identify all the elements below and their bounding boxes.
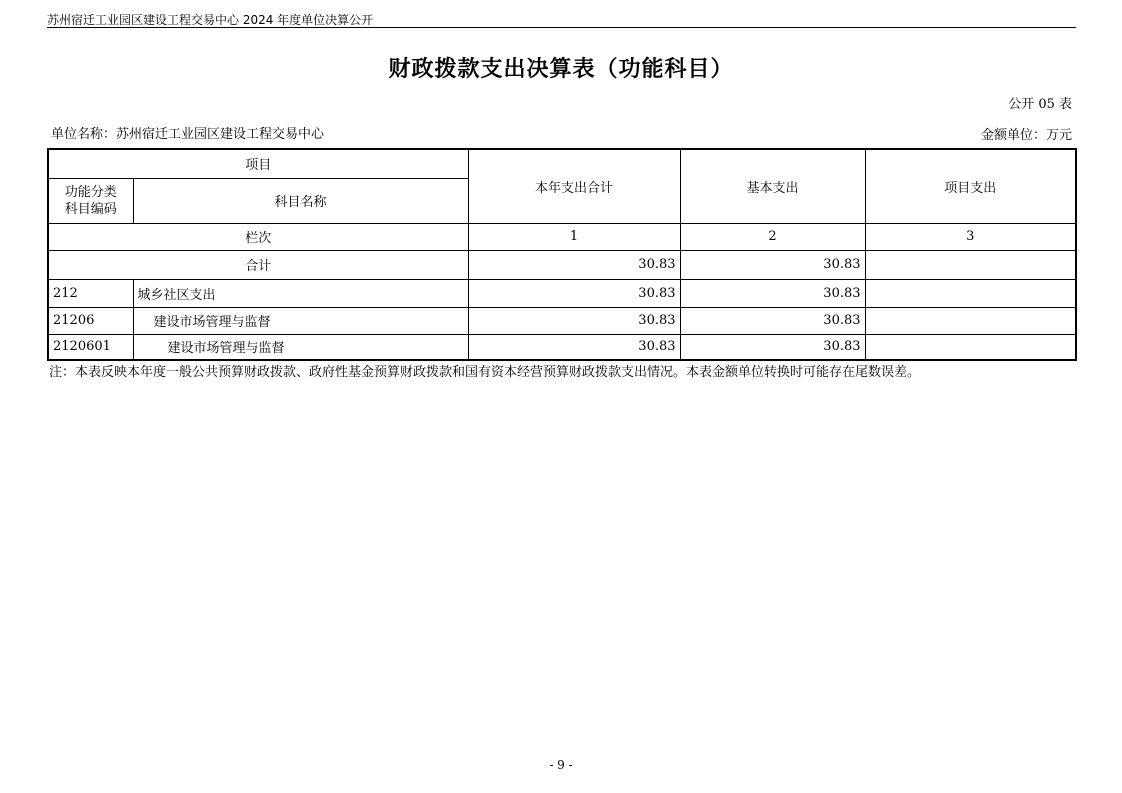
row-code-cell: 21206 — [48, 307, 133, 334]
table-header-row — [48, 149, 1076, 178]
row-basic-cell: 30.83 — [680, 279, 865, 307]
row-project-cell — [865, 279, 1076, 307]
header-code-line2: 科目编码 — [64, 201, 117, 217]
row-code-cell: 2120601 — [48, 334, 133, 360]
unit-name: 单位名称：苏州宿迁工业园区建设工程交易中心 — [51, 127, 325, 142]
amount-unit: 金额单位：万元 — [980, 128, 1072, 143]
header-basic-cell: 基本支出 — [680, 149, 865, 223]
page-title: 财政拨款支出决算表（功能科目） — [388, 57, 734, 82]
col-1-cell: 1 — [468, 223, 680, 250]
row-total-cell: 30.83 — [468, 307, 680, 334]
header-code-cell — [48, 178, 133, 223]
col-label-cell: 栏次 — [48, 223, 468, 250]
header-total-cell: 本年支出合计 — [468, 149, 680, 223]
row-name-cell: 城乡社区支出 — [133, 279, 468, 307]
total-total-cell: 30.83 — [468, 250, 680, 279]
row-project-cell — [865, 334, 1076, 360]
row-total-cell: 30.83 — [468, 279, 680, 307]
col-3-cell: 3 — [865, 223, 1076, 250]
row-name-cell: 建设市场管理与监督 — [133, 307, 468, 334]
header-project-cell: 项目支出 — [865, 149, 1076, 223]
row-name-cell: 建设市场管理与监督 — [133, 334, 468, 360]
expenditure-table — [47, 148, 1077, 361]
header-item-cell: 项目 — [48, 149, 468, 178]
total-label-cell: 合计 — [48, 250, 468, 279]
col-2-cell: 2 — [680, 223, 865, 250]
total-project-cell — [865, 250, 1076, 279]
header-code-line1: 功能分类 — [64, 184, 117, 200]
header-divider — [47, 27, 1076, 28]
total-row — [48, 250, 1076, 279]
table-number: 公开 05 表 — [1008, 97, 1072, 112]
row-project-cell — [865, 307, 1076, 334]
row-basic-cell: 30.83 — [680, 307, 865, 334]
page-number: - 9 - — [549, 758, 573, 772]
table-row — [48, 307, 1076, 334]
row-total-cell: 30.83 — [468, 334, 680, 360]
header-subject-cell: 科目名称 — [133, 178, 468, 223]
row-code-cell: 212 — [48, 279, 133, 307]
table-row — [48, 334, 1076, 360]
row-basic-cell: 30.83 — [680, 334, 865, 360]
column-index-row — [48, 223, 1076, 250]
table-footnote: 注：本表反映本年度一般公共预算财政拨款、政府性基金预算财政拨款和国有资本经营预算财政拨款支出情况。本表金额单位转换时可能存在尾数误差。 — [49, 365, 921, 380]
table-row — [48, 279, 1076, 307]
total-basic-cell: 30.83 — [680, 250, 865, 279]
document-header: 苏州宿迁工业园区建设工程交易中心 2024 年度单位决算公开 — [47, 13, 374, 27]
